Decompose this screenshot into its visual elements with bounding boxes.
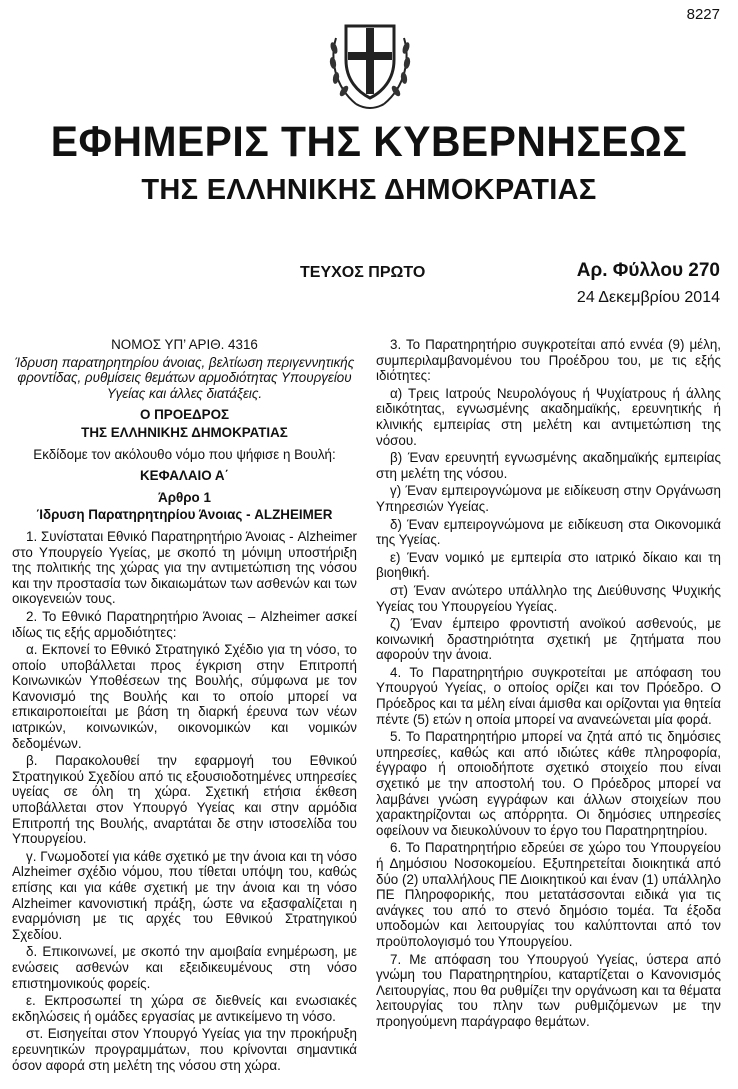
gazette-title: ΕΦΗΜΕΡΙΣ ΤΗΣ ΚΥΒΕΡΝΗΣΕΩΣ: [50, 118, 688, 166]
paragraph: ε. Εκπροσωπεί τη χώρα σε διεθνείς και ενωσιακές εκδηλώσεις ή ομάδες εργασίας με αντικείμενο τη νόσο.: [12, 993, 357, 1024]
law-title: Ίδρυση παρατηρητηρίου άνοιας, βελτίωση περιγεννητικής φροντίδας, ρυθμίσεις θεμάτων αρμοδιότητας Υπουργείου Υγείας και άλλες διατάξεις.: [14, 354, 355, 401]
paragraph: γ. Γνωμοδοτεί για κάθε σχετικό με την άνοια και τη νόσο Alzheimer σχέδιο νόμου, που τίθεται υπόψη του, καθώς επίσης και για κάθε σχετική με την άνοια και τη νόσο Alzheimer κανονιστική πράξη, ώστε να εξασφαλίζεται η εναρμόνιση με τις αρχές του Εθνικού Στρατηγικού Σχεδίου.: [12, 848, 357, 942]
gazette-subtitle: ΤΗΣ ΕΛΛΗΝΙΚΗΣ ΔΗΜΟΚΡΑΤΙΑΣ: [141, 174, 597, 206]
paragraph: δ) Έναν εμπειρογνώμονα με ειδίκευση στα Οικονομικά της Υγείας.: [376, 516, 721, 548]
president-line-2: ΤΗΣ ΕΛΛΗΝΙΚΗΣ ΔΗΜΟΚΡΑΤΙΑΣ: [81, 424, 288, 440]
paragraph: γ) Έναν εμπειρογνώμονα με ειδίκευση στην Οργάνωση Υπηρεσιών Υγείας.: [376, 483, 721, 514]
article-title: Ίδρυση Παρατηρητηρίου Άνοιας - ALZHEIMER: [36, 507, 333, 523]
paragraph: 5. Το Παρατηρητήριο μπορεί να ζητά από τις δημόσιες υπηρεσίες, καθώς και από ιδιώτες κάθε πληροφορία, έγγραφο ή οποιοδήποτε σχετικό στοιχείο που είναι σχετικό με την αποστολή του. Ο Πρόεδρος μπορεί να λαμβάνει γνώση εγγράφων και άλλων στοιχείων που χαρακτηρίζονται ως απόρρητα. Οι δημόσιες υπηρεσίες οφείλουν να διευκολύνουν το έργο του Παρατηρητηρίου.: [376, 729, 721, 838]
paragraph: α) Τρεις Ιατρούς Νευρολόγους ή Ψυχίατρους ή άλλης ειδικότητας, εγνωσμένης ακαδημαϊκής, ερευνητικής ή κλινικής εμπειρίας στη μελέτη και αντιμετώπιση της νόσου.: [376, 385, 721, 448]
paragraph: δ. Επικοινωνεί, με σκοπό την αμοιβαία ενημέρωση, με ενώσεις ασθενών και εξειδικευμένους στη νόσο επιστημονικούς φορείς.: [12, 944, 357, 991]
issue-date: 24 Δεκεμβρίου 2014: [576, 289, 720, 306]
president-line-1: Ο ΠΡΟΕΔΡΟΣ: [139, 407, 230, 423]
paragraph: 7. Με απόφαση του Υπουργού Υγείας, ύστερα από γνώμη του Παρατηρητηρίου, καταρτίζεται ο Κανονισμός Λειτουργίας, που θα ρυθμίζει την οργάνωση και τα θέματα λειτουργίας του πλην των ρυθμιζόμενων με την προηγούμενη παράγραφο θεμάτων.: [376, 951, 721, 1029]
law-number: ΝΟΜΟΣ ΥΠ’ ΑΡΙΘ. 4316: [111, 337, 258, 352]
issue-teuxos: ΤΕΥΧΟΣ ΠΡΩΤΟ: [300, 264, 426, 281]
paragraph: ε) Έναν νομικό με εμπειρία στο ιατρικό δίκαιο και τη βιοηθική.: [376, 549, 721, 581]
issue-sheet-number: Αρ. Φύλλου 270: [576, 260, 720, 281]
paragraph: 2. Το Εθνικό Παρατηρητήριο Άνοιας – Alzheimer ασκεί ιδίως τις εξής αρμοδιότητες:: [12, 608, 357, 640]
right-column: [376, 337, 721, 1032]
article-heading: Άρθρο 1: [158, 489, 211, 505]
paragraph: στ) Έναν ανώτερο υπάλληλο της Διεύθυνσης Ψυχικής Υγείας του Υπουργείου Υγείας.: [376, 582, 721, 614]
paragraph: α. Εκπονεί το Εθνικό Στρατηγικό Σχέδιο για τη νόσο, το οποίο υποβάλλεται προς έγκριση στην Επιτροπή Κοινωνικών Υποθέσεων της Βουλής, σύμφωνα με τον Κανονισμό της Βουλής και το οποίο μπορεί να επικαιροποιείται με βάση τη διαρκή έρευνα των νέων ιατρικών, κοινωνικών, οικονομικών και νομικών δεδομένων.: [12, 642, 357, 751]
paragraph: β. Παρακολουθεί την εφαρμογή του Εθνικού Στρατηγικού Σχεδίου από τις εξουσιοδοτημένες υπηρεσίες υγείας σε όλη τη χώρα. Σχετική ετήσια έκθεση υποβάλλεται στον Υπουργό Υγείας και στην αρμόδια Επιτροπή της Βουλής, αναρτάται δε στην ιστοσελίδα του Υπουργείου.: [12, 753, 357, 847]
issue-statement: Εκδίδομε τον ακόλουθο νόμο που ψήφισε η Βουλή:: [33, 446, 336, 462]
paragraph: β) Έναν ερευνητή εγνωσμένης ακαδημαϊκής εμπειρίας στη μελέτη της νόσου.: [376, 450, 721, 481]
paragraph: 4. Το Παρατηρητήριο συγκροτείται με απόφαση του Υπουργού Υγείας, ο οποίος ορίζει και τον Πρόεδρο. Ο Πρόεδρος και τα μέλη είναι άμισθα και ορίζονται για θητεία πέντε (5) ετών η οποία μπορεί να ανανεώνεται μία φορά.: [376, 664, 721, 727]
paragraph: ζ) Έναν έμπειρο φροντιστή ανοϊκού ασθενούς, με κοινωνική δραστηριότητα σχετική με ζητήματα που αφορούν την άνοια.: [376, 616, 721, 663]
paragraph: στ. Εισηγείται στον Υπουργό Υγείας για την προκήρυξη ερευνητικών προγραμμάτων, που κρίνονται σημαντικά όσον αφορά στη μελέτη της νόσου στη χώρα.: [12, 1026, 357, 1073]
paragraph: 3. Το Παρατηρητήριο συγκροτείται από εννέα (9) μέλη, συμπεριλαμβανομένου του Προέδρου του, με τις εξής ιδιότητες:: [376, 337, 721, 384]
left-column: [12, 337, 357, 1075]
greek-coat-of-arms-emblem: [326, 8, 414, 112]
page-number: 8227: [686, 6, 720, 23]
paragraph: 1. Συνίσταται Εθνικό Παρατηρητήριο Άνοιας - Alzheimer στο Υπουργείο Υγείας, με σκοπό τη μόνιμη υποστήριξη της πολιτικής της χώρας για την αντιμετώπιση της νόσου και την προστασία των δικαιωμάτων των ασθενών και των οικογενειών τους.: [12, 528, 357, 607]
paragraph: 6. Το Παρατηρητήριο εδρεύει σε χώρο του Υπουργείου ή Δημόσιου Νοσοκομείου. Εξυπηρετείται διοικητικά από δύο (2) υπαλλήλους ΠΕ Διοικητικού και έναν (1) υπάλληλο ΠΕ Πληροφορικής, που μετατάσσονται ειδικά για τις ανάγκες του από το στενό δημόσιο τομέα. Τα έξοδα υποδομών και λειτουργίας του καλύπτονται από τον προϋπολογισμό του Υπουργείου.: [376, 840, 721, 949]
chapter-heading: ΚΕΦΑΛΑΙΟ Α΄: [140, 468, 229, 484]
